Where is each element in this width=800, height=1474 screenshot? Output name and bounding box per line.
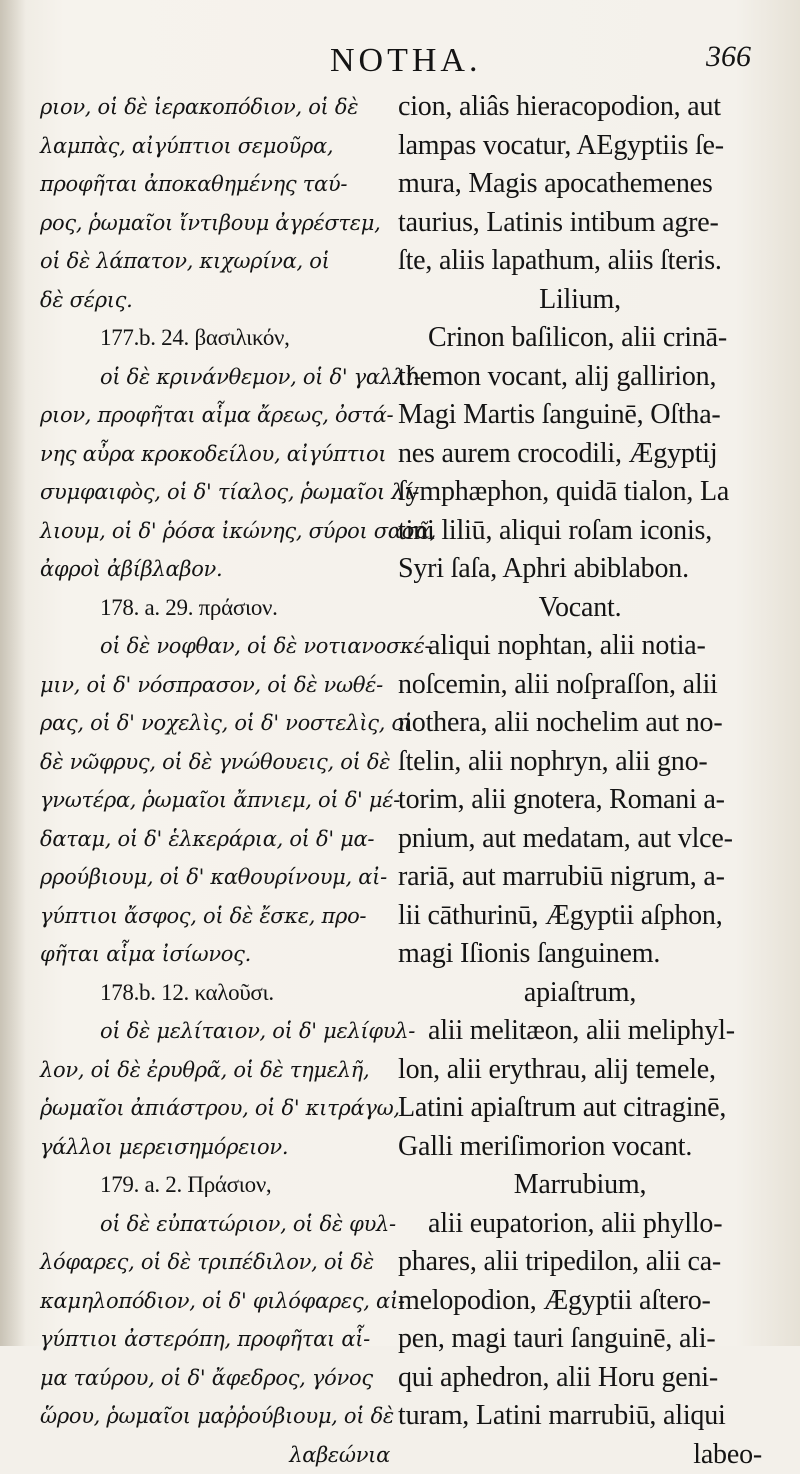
latin-line: cion, aliâs hieracopodion, aut — [398, 88, 762, 127]
greek-line: οἱ δὲ κρινάνθεμον, οἱ δ' γαλλί- — [40, 358, 390, 397]
latin-line: Syri ſaſa, Aphri abiblabon. — [398, 550, 762, 589]
latin-line: ſte, aliis lapathum, aliis ſteris. — [398, 242, 762, 281]
greek-line: δὲ σέρις. — [40, 281, 390, 320]
greek-line: ῥωμαῖοι ἀπιάστρου, οἱ δ' κιτράγω, — [40, 1089, 390, 1128]
greek-line: καμηλοπόδιον, οἱ δ' φιλόφαρες, αἰ- — [40, 1282, 390, 1321]
latin-line: Crinon baſilicon, alii crinā- — [398, 319, 762, 358]
latin-line: phares, alii tripedilon, alii ca- — [398, 1243, 762, 1282]
latin-line: torim, alii gnotera, Romani a- — [398, 781, 762, 820]
latin-line: lii cāthurinū, Ægyptii aſphon, — [398, 897, 762, 936]
latin-line: alii melitæon, alii meliphyl- — [398, 1012, 762, 1051]
page-number: 366 — [706, 40, 751, 74]
greek-line: ἀφροὶ ἀβίβλαβον. — [40, 550, 390, 589]
greek-line: δὲ νῶφρυς, οἱ δὲ γνώθουεις, οἱ δὲ — [40, 743, 390, 782]
latin-line: rariā, aut marrubiū nigrum, a- — [398, 858, 762, 897]
latin-line: noſcemin, alii noſpraſſon, alii — [398, 666, 762, 705]
latin-line: melopodion, Ægyptii aſtero- — [398, 1282, 762, 1321]
greek-line: 178.b. 12. καλοῦσι. — [40, 974, 390, 1013]
greek-line: ὥρου, ῥωμαῖοι μαῤῥούβιουμ, οἱ δὲ — [40, 1397, 390, 1436]
greek-line: γύπτιοι ἀστερόπη, προφῆται αἷ- — [40, 1320, 390, 1359]
latin-line: Galli meriſimorion vocant. — [398, 1128, 762, 1167]
greek-line: οἱ δὲ λάπατον, κιχωρίνα, οἱ — [40, 242, 390, 281]
latin-line: taurius, Latinis intibum agre- — [398, 204, 762, 243]
greek-line: φῆται αἷμα ἰσίωνος. — [40, 935, 390, 974]
greek-line: οἱ δὲ νοφθαν, οἱ δὲ νοτιανοσκέ- — [40, 627, 390, 666]
latin-line: aliqui nophtan, alii notia- — [398, 627, 762, 666]
latin-line: nothera, alii nochelim aut no- — [398, 704, 762, 743]
latin-line: nes aurem crocodili, Ægyptij — [398, 435, 762, 474]
latin-line: turam, Latini marrubiū, aliqui — [398, 1397, 762, 1436]
greek-line: οἱ δὲ εὐπατώριον, οἱ δὲ φυλ- — [40, 1205, 390, 1244]
greek-line: λαβεώνια — [40, 1436, 390, 1474]
latin-line: qui aphedron, alii Horu geni- — [398, 1359, 762, 1398]
greek-line: μιν, οἱ δ' νόσπρασον, οἱ δὲ νωθέ- — [40, 666, 390, 705]
latin-line: Latini apiaſtrum aut citraginē, — [398, 1089, 762, 1128]
latin-line: lampas vocatur, AEgyptiis ſe- — [398, 127, 762, 166]
latin-line: pnium, aut medatam, aut vlce- — [398, 820, 762, 859]
greek-line: 179. a. 2. Πράσιον, — [40, 1166, 390, 1205]
greek-line: 178. a. 29. πράσιον. — [40, 589, 390, 628]
greek-line: γνωτέρα, ῥωμαῖοι ἄπνιεμ, οἱ δ' μέ- — [40, 781, 390, 820]
gutter-shadow — [0, 0, 26, 1346]
greek-line: λιουμ, οἱ δ' ῥόσα ἰκώνης, σύροι σασᾶ, — [40, 512, 390, 551]
latin-line: lon, alii erythrau, alij temele, — [398, 1051, 762, 1090]
latin-line: ſtelin, alii nophryn, alii gno- — [398, 743, 762, 782]
greek-line: νης αὖρα κροκοδείλου, αἰγύπτιοι — [40, 435, 390, 474]
greek-line: συμφαιφὸς, οἱ δ' τίαλος, ῥωμαῖοι λί- — [40, 473, 390, 512]
greek-line: ριον, οἱ δὲ ἱερακοπόδιον, οἱ δὲ — [40, 88, 390, 127]
greek-line: προφῆται ἀποκαθημένης ταύ- — [40, 165, 390, 204]
greek-line: ρος, ῥωμαῖοι ἴντιβουμ ἀγρέστεμ, — [40, 204, 390, 243]
greek-line: γάλλοι μερεισημόρειον. — [40, 1128, 390, 1167]
greek-line: ρρούβιουμ, οἱ δ' καθουρίνουμ, αἰ- — [40, 858, 390, 897]
greek-line: δαταμ, οἱ δ' ἑλκεράρια, οἱ δ' μα- — [40, 820, 390, 859]
running-head — [0, 40, 800, 90]
latin-line: ſymphæphon, quidā tialon, La — [398, 473, 762, 512]
latin-line: mura, Magis apocathemenes — [398, 165, 762, 204]
latin-line: tini liliū, aliqui roſam iconis, — [398, 512, 762, 551]
greek-line: λόφαρες, οἱ δὲ τριπέδιλον, οἱ δὲ — [40, 1243, 390, 1282]
latin-heading: Lilium, — [398, 281, 762, 320]
latin-heading: Marrubium, — [398, 1166, 762, 1205]
latin-line: pen, magi tauri ſanguinē, ali- — [398, 1320, 762, 1359]
latin-line: magi Iſionis ſanguinem. — [398, 935, 762, 974]
page-title: NOTHA. — [330, 42, 481, 80]
latin-line: labeo- — [398, 1436, 762, 1474]
greek-line: γύπτιοι ἄσφος, οἱ δὲ ἔσκε, προ- — [40, 897, 390, 936]
greek-line: ρας, οἱ δ' νοχελὶς, οἱ δ' νοστελὶς, οἱ — [40, 704, 390, 743]
greek-line: μα ταύρου, οἱ δ' ἄφεδρος, γόνος — [40, 1359, 390, 1398]
latin-line: alii eupatorion, alii phyllo- — [398, 1205, 762, 1244]
greek-line: οἱ δὲ μελίταιον, οἱ δ' μελίφυλ- — [40, 1012, 390, 1051]
greek-column — [40, 88, 390, 1474]
latin-line: Magi Martis ſanguinē, Oſtha- — [398, 396, 762, 435]
greek-line: λον, οἱ δὲ ἐρυθρᾶ, οἱ δὲ τημελῆ, — [40, 1051, 390, 1090]
greek-line: 177.b. 24. βασιλικόν, — [40, 319, 390, 358]
latin-heading: Vocant. — [398, 589, 762, 628]
latin-column — [398, 88, 762, 1474]
latin-heading: apiaſtrum, — [398, 974, 762, 1013]
greek-line: ριον, προφῆται αἷμα ἄρεως, ὀστά- — [40, 396, 390, 435]
greek-line: λαμπὰς, αἰγύπτιοι σεμοῦρα, — [40, 127, 390, 166]
latin-line: themon vocant, alij gallirion, — [398, 358, 762, 397]
